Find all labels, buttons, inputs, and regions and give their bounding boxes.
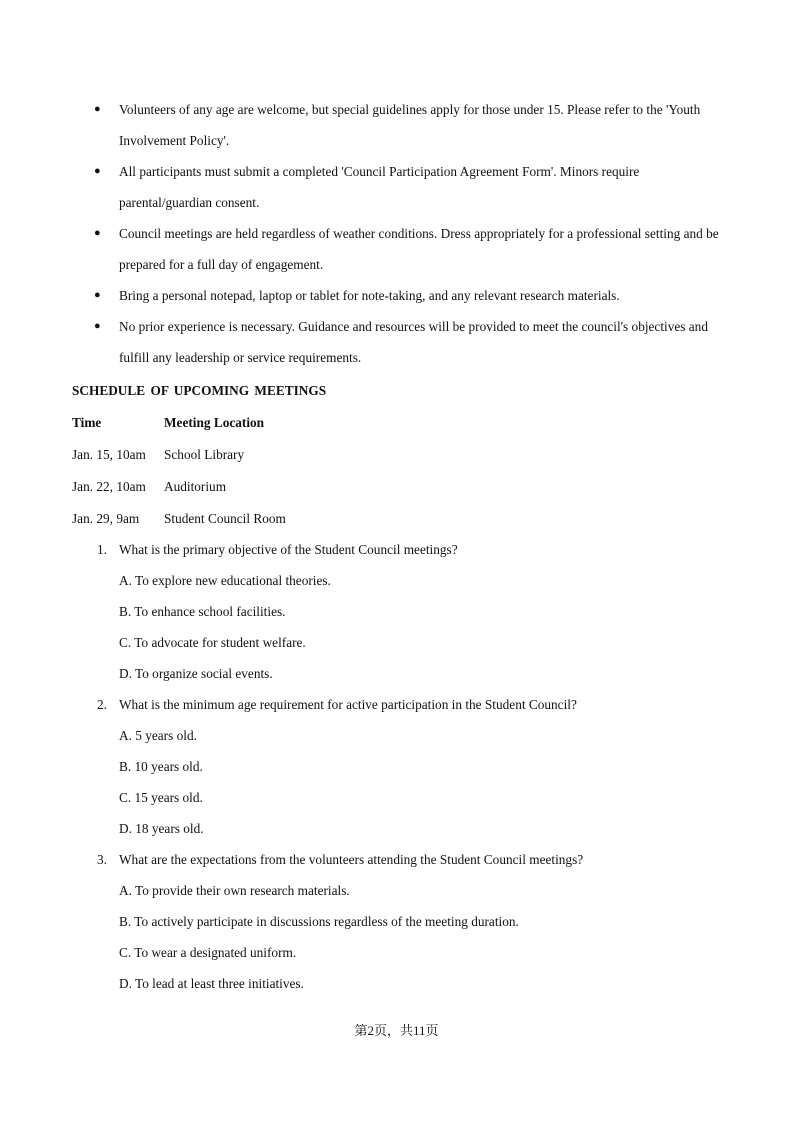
bullet-icon: ●	[94, 289, 101, 301]
option-d: D. To lead at least three initiatives.	[119, 976, 304, 991]
meeting-time: Jan. 22, 10am	[72, 479, 146, 494]
page-footer: 第2页，共11页	[354, 1023, 439, 1038]
bullet-icon: ●	[94, 320, 101, 332]
guideline-text: Council meetings are held regardless of weather conditions. Dress appropriately for a professional setting and be prepared for a full day of engagement.	[119, 226, 719, 272]
guideline-item	[0, 94, 793, 156]
guideline-item	[0, 280, 793, 311]
option-c: C. To advocate for student welfare.	[119, 635, 306, 650]
column-header-location: Meeting Location	[164, 415, 265, 430]
guideline-text: Bring a personal notepad, laptop or tablet for note-taking, and any relevant research materials.	[119, 288, 620, 303]
option-d: D. To organize social events.	[119, 666, 273, 681]
option-b: B. To enhance school facilities.	[119, 604, 286, 619]
meeting-location: Student Council Room	[164, 511, 286, 526]
question-number: 3.	[97, 852, 107, 867]
guideline-text: All participants must submit a completed 'Council Participation Agreement Form'. Minors require parental/guardian consent.	[119, 164, 640, 210]
question-number: 1.	[97, 542, 107, 557]
bullet-icon: ●	[94, 227, 101, 239]
option-a: A. 5 years old.	[119, 728, 197, 743]
guideline-text: No prior experience is necessary. Guidance and resources will be provided to meet the council's objectives and fulfill any leadership or service requirements.	[119, 319, 708, 365]
option-d: D. 18 years old.	[119, 821, 204, 836]
questions-section	[0, 534, 793, 999]
question-1	[0, 534, 793, 689]
column-header-time: Time	[72, 415, 102, 430]
guideline-item	[0, 311, 793, 373]
guidelines-list	[0, 94, 793, 373]
meeting-location: Auditorium	[164, 479, 227, 494]
meeting-time: Jan. 15, 10am	[72, 447, 146, 462]
table-row	[72, 471, 286, 503]
bullet-icon: ●	[94, 165, 101, 177]
option-c: C. To wear a designated uniform.	[119, 945, 297, 960]
question-text: What are the expectations from the volunteers attending the Student Council meetings?	[119, 852, 584, 867]
option-c: C. 15 years old.	[119, 790, 203, 805]
guideline-text: Volunteers of any age are welcome, but special guidelines apply for those under 15. Please refer to the 'Youth Involvement Policy'.	[119, 102, 701, 148]
guideline-item	[0, 156, 793, 218]
table-row	[72, 503, 286, 535]
question-number: 2.	[97, 697, 107, 712]
schedule-title: SCHEDULE OF UPCOMING MEETINGS	[72, 383, 327, 398]
option-b: B. To actively participate in discussions regardless of the meeting duration.	[119, 914, 519, 929]
schedule-table	[72, 407, 286, 535]
table-row	[72, 439, 286, 471]
meeting-time: Jan. 29, 9am	[72, 511, 140, 526]
option-a: A. To provide their own research materials.	[119, 883, 350, 898]
question-text: What is the primary objective of the Student Council meetings?	[119, 542, 458, 557]
question-2	[0, 689, 793, 844]
schedule-header-row	[72, 407, 286, 439]
question-text: What is the minimum age requirement for active participation in the Student Council?	[119, 697, 577, 712]
guideline-item	[0, 218, 793, 280]
option-a: A. To explore new educational theories.	[119, 573, 331, 588]
bullet-icon: ●	[94, 103, 101, 115]
option-b: B. 10 years old.	[119, 759, 203, 774]
meeting-location: School Library	[164, 447, 245, 462]
question-3	[0, 844, 793, 999]
